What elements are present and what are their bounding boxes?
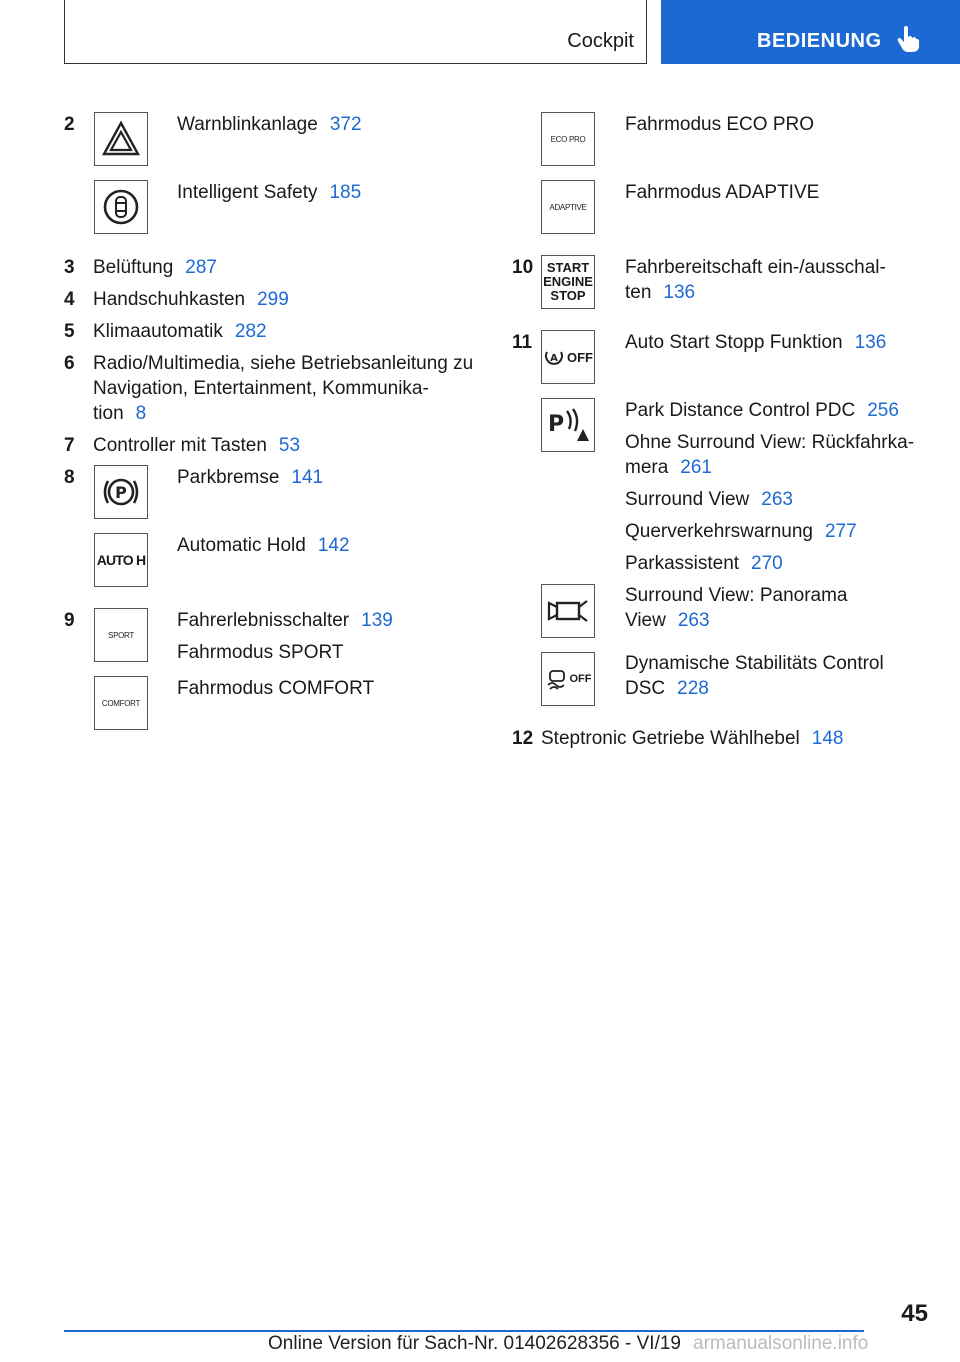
list-item (93, 351, 473, 426)
list-item (625, 651, 884, 701)
item-number: 2 (64, 114, 75, 135)
item-label: Handschuhkasten (93, 289, 246, 310)
item-label-line: Radio/Multimedia, siehe Betriebsanleitung zu (93, 353, 474, 374)
item-label: Parkassistent (625, 553, 740, 574)
page-reference-link[interactable]: 8 (135, 403, 147, 424)
page-reference-link[interactable]: 142 (317, 535, 350, 556)
list-item (625, 398, 899, 423)
page-reference-link[interactable]: 136 (663, 282, 696, 303)
item-label-line: tion (93, 403, 124, 424)
comfort-mode-icon (94, 676, 148, 730)
list-item (625, 487, 793, 512)
item-label: Intelligent Safety (177, 182, 318, 203)
svg-text:P: P (548, 412, 565, 437)
chapter-tab[interactable] (661, 0, 960, 64)
section-title: Cockpit (567, 30, 634, 52)
svg-text:A: A (550, 353, 558, 364)
adaptive-mode-icon (541, 180, 595, 234)
page-reference-link[interactable]: 263 (761, 489, 793, 510)
parking-brake-icon (94, 465, 148, 519)
intelligent-safety-icon (94, 180, 148, 234)
auto-hold-icon (94, 533, 148, 587)
footer-divider (64, 1330, 864, 1332)
item-number: 7 (64, 435, 75, 456)
page-reference-link[interactable]: 270 (751, 553, 783, 574)
item-number: 3 (64, 257, 75, 278)
page-reference-link[interactable]: 185 (329, 182, 362, 203)
list-item (625, 551, 783, 576)
item-label: Fahrerlebnisschalter (177, 610, 350, 631)
page-reference-link[interactable]: 53 (278, 435, 301, 456)
list-item (625, 519, 857, 544)
auto-start-stop-off-icon (541, 330, 595, 384)
item-label: Park Distance Control PDC (625, 400, 856, 421)
page-reference-link[interactable]: 139 (361, 610, 393, 631)
sport-mode-icon (94, 608, 148, 662)
list-item (177, 465, 323, 490)
page-reference-link[interactable]: 228 (677, 678, 709, 699)
list-item (625, 112, 814, 137)
list-item (177, 180, 361, 205)
start-icon-line: ENGINE (543, 274, 593, 289)
page-reference-link[interactable]: 263 (677, 610, 710, 631)
item-label: Parkbremse (177, 467, 280, 488)
list-item (177, 608, 393, 665)
page-reference-link[interactable]: 372 (329, 114, 362, 135)
panorama-view-camera-icon (541, 584, 595, 638)
page-reference-link[interactable]: 282 (234, 321, 267, 342)
item-number: 10 (512, 257, 534, 278)
item-label-line: ten (625, 282, 652, 303)
chapter-tab-label: BEDIENUNG (757, 30, 882, 52)
item-label-line: Fahrbereitschaft ein-/ausschal- (625, 257, 886, 278)
item-label-line: View (625, 610, 666, 631)
item-label-line: DSC (625, 678, 666, 699)
pointing-hand-icon (897, 26, 919, 57)
adaptive-mode-icon-label: ADAPTIVE (549, 202, 587, 212)
item-number: 5 (64, 321, 75, 342)
item-label: Automatic Hold (177, 535, 306, 556)
eco-pro-mode-icon-label: ECO PRO (550, 134, 586, 144)
start-icon-line: START (546, 260, 590, 275)
page-reference-link[interactable]: 141 (291, 467, 324, 488)
page-reference-link[interactable]: 136 (854, 332, 887, 353)
list-item (93, 287, 289, 312)
dsc-off-icon (541, 652, 595, 706)
list-item (625, 583, 848, 633)
comfort-mode-icon-label: COMFORT (101, 698, 141, 708)
park-distance-control-icon (541, 398, 595, 452)
item-label: Fahrmodus ECO PRO (625, 114, 814, 135)
header-frame (64, 0, 647, 64)
list-item (625, 430, 914, 480)
list-item (177, 533, 350, 558)
item-label-line: Ohne Surround View: Rückfahrka- (625, 432, 915, 453)
item-label: Klimaautomatik (93, 321, 223, 342)
item-number: 12 (512, 728, 534, 749)
sport-mode-icon-label: SPORT (108, 630, 134, 640)
start-icon-line: STOP (550, 288, 586, 303)
list-item (93, 255, 217, 280)
list-item (625, 180, 819, 205)
list-item (625, 330, 886, 355)
item-label-line: Surround View: Panorama (625, 585, 848, 606)
item-label: Fahrmodus COMFORT (177, 678, 375, 699)
item-label: Controller mit Tasten (93, 435, 267, 456)
start-stop-engine-icon (541, 255, 595, 309)
page-reference-link[interactable]: 299 (257, 289, 289, 310)
item-label: Steptronic Getriebe Wählhebel (541, 728, 800, 749)
list-item (625, 255, 886, 305)
item-label: Querverkehrswarnung (625, 521, 813, 542)
off-icon-label: OFF (567, 349, 593, 365)
auto-hold-icon-label: AUTO H (96, 552, 146, 568)
item-label: Warnblinkanlage (177, 114, 318, 135)
list-item (177, 676, 374, 701)
page-reference-link[interactable]: 256 (867, 400, 899, 421)
eco-pro-mode-icon (541, 112, 595, 166)
item-label: Belüftung (93, 257, 174, 278)
svg-text:P: P (115, 483, 127, 502)
page-reference-link[interactable]: 148 (811, 728, 844, 749)
watermark: armanualsonline.info (693, 1333, 869, 1354)
hazard-warning-icon (94, 112, 148, 166)
item-label: Surround View (625, 489, 750, 510)
item-sublabel: Fahrmodus SPORT (177, 642, 344, 663)
footer-text: Online Version für Sach-Nr. 01402628356 - VI/19 (268, 1333, 681, 1354)
item-label: Auto Start Stopp Funktion (625, 332, 843, 353)
list-item (177, 112, 362, 137)
item-number: 11 (512, 332, 533, 353)
item-number: 4 (64, 289, 75, 310)
item-label-line: Navigation, Entertainment, Kommunika- (93, 378, 429, 399)
page-reference-link[interactable]: 277 (824, 521, 857, 542)
list-item (93, 433, 300, 458)
item-label: Fahrmodus ADAPTIVE (625, 182, 820, 203)
list-item (541, 726, 843, 751)
dsc-off-icon-label: OFF (569, 673, 592, 685)
item-label-line: Dynamische Stabilitäts Control (625, 653, 884, 674)
page-reference-link[interactable]: 287 (185, 257, 217, 278)
item-number: 8 (64, 467, 75, 488)
item-label-line: mera (625, 457, 669, 478)
page-number: 45 (901, 1300, 928, 1327)
item-number: 6 (64, 353, 75, 374)
list-item (93, 319, 267, 344)
item-number: 9 (64, 610, 75, 631)
page-reference-link[interactable]: 261 (680, 457, 712, 478)
